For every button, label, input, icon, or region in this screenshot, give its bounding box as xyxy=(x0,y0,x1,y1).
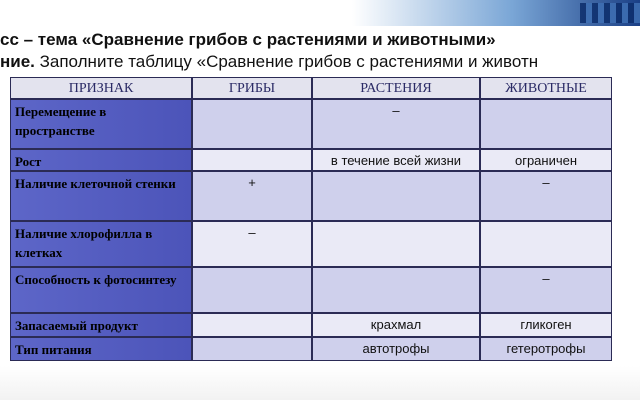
fungi-cell: + xyxy=(192,171,312,221)
plants-cell xyxy=(312,267,480,313)
slide-bottom xyxy=(0,366,640,400)
feature-cell: Способность к фотосинтезу xyxy=(10,267,192,313)
fungi-cell: – xyxy=(192,221,312,267)
animals-cell: – xyxy=(480,171,612,221)
decorative-stripe xyxy=(580,3,640,23)
feature-cell: Перемещение в пространстве xyxy=(10,99,192,149)
header-animals: ЖИВОТНЫЕ xyxy=(480,77,612,99)
animals-cell: – xyxy=(480,267,612,313)
animals-cell: гетеротрофы xyxy=(480,337,612,361)
plants-cell xyxy=(312,171,480,221)
animals-cell xyxy=(480,221,612,267)
feature-cell: Тип питания xyxy=(10,337,192,361)
feature-cell: Рост xyxy=(10,149,192,171)
fungi-cell xyxy=(192,99,312,149)
feature-cell: Наличие хлорофилла в клетках xyxy=(10,221,192,267)
header-fungi: ГРИБЫ xyxy=(192,77,312,99)
fungi-cell xyxy=(192,337,312,361)
animals-cell xyxy=(480,99,612,149)
slide-title: сс – тема «Сравнение грибов с растениями и животными» xyxy=(0,30,496,49)
task-text: Заполните таблицу «Сравнение грибов с растениями и животн xyxy=(34,52,539,71)
plants-cell xyxy=(312,221,480,267)
plants-cell: крахмал xyxy=(312,313,480,337)
header-plants: РАСТЕНИЯ xyxy=(312,77,480,99)
animals-cell: гликоген xyxy=(480,313,612,337)
fungi-cell xyxy=(192,267,312,313)
slide-top-bar xyxy=(0,0,640,26)
header-feature: ПРИЗНАК xyxy=(10,77,192,99)
feature-cell: Запасаемый продукт xyxy=(10,313,192,337)
task-instruction xyxy=(0,52,640,72)
animals-cell: ограничен xyxy=(480,149,612,171)
plants-cell: – xyxy=(312,99,480,149)
comparison-table xyxy=(10,77,612,361)
plants-cell: в течение всей жизни xyxy=(312,149,480,171)
task-label: ние. xyxy=(0,52,35,71)
plants-cell: автотрофы xyxy=(312,337,480,361)
fungi-cell xyxy=(192,149,312,171)
feature-cell: Наличие клеточной стенки xyxy=(10,171,192,221)
fungi-cell xyxy=(192,313,312,337)
